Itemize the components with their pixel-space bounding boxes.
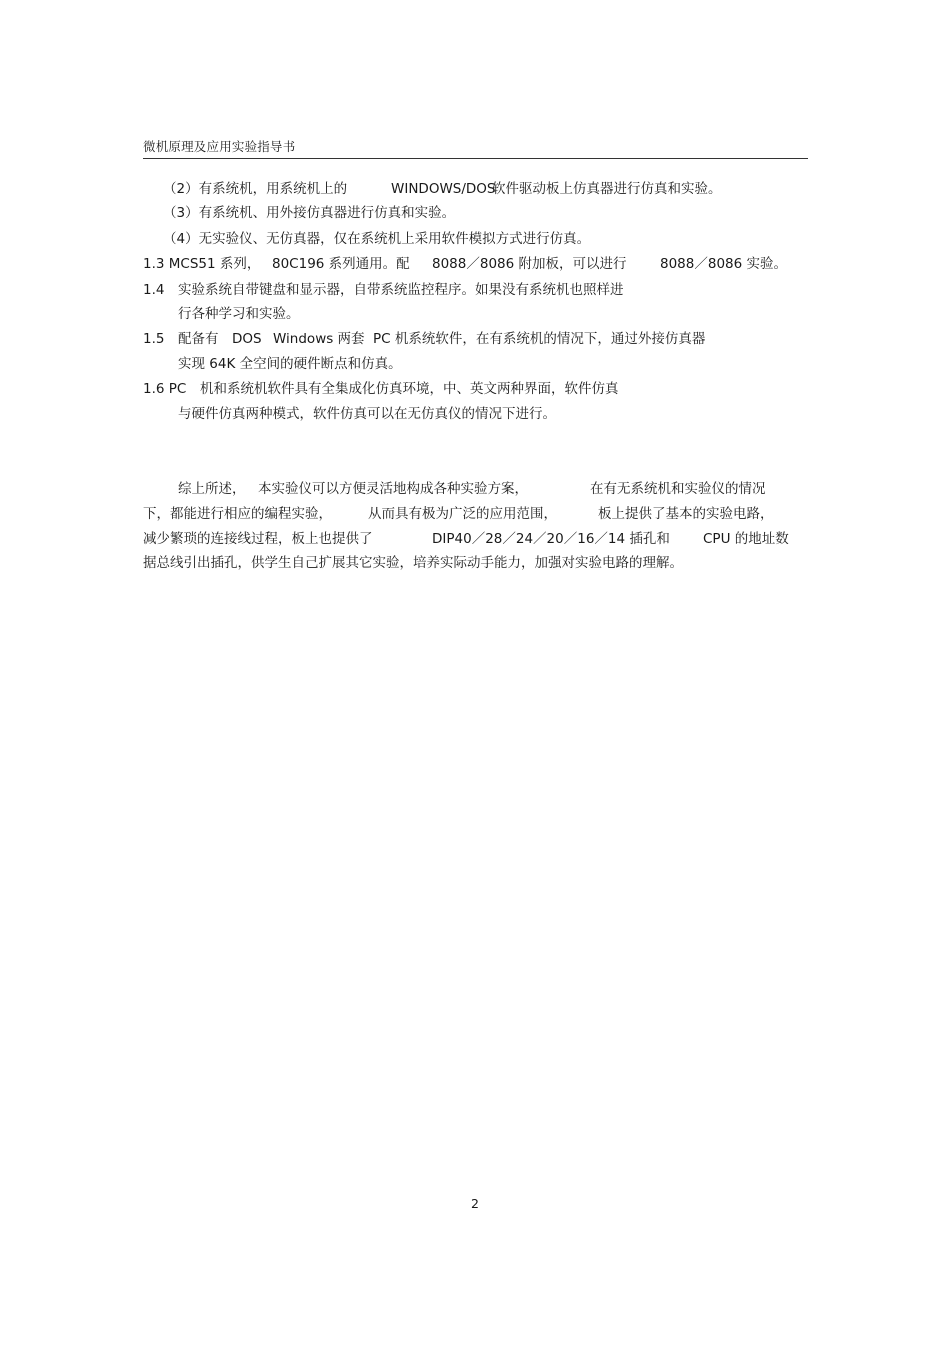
section-1-6-text: 机和系统机软件具有全集成化仿真环境，中、英文两种界面，软件仿真 [200,381,619,397]
summary-row3-b: DIP40／28／24／20／16／14 插孔和 [432,531,670,547]
summary-row2-b: 从而具有极为广泛的应用范围， [368,506,557,522]
list-item-2-part-a: （2）有系统机，用系统机上的 [163,181,348,197]
list-item-2-tail [492,180,722,198]
summary-row2-c: 板上提供了基本的实验电路， [598,506,774,522]
section-1-5-d: Windows 两套 [273,331,365,347]
section-1-4-number: 1.4 [143,282,165,298]
section-1-3-c: 8088／8086 附加板，可以进行 [432,256,627,272]
summary-row2-a: 下，都能进行相应的编程实验， [143,506,332,522]
section-1-5-number: 1.5 [143,331,165,347]
list-item-2 [163,180,347,198]
section-1-4-text: 实验系统自带键盘和显示器，自带系统监控程序。如果没有系统机也照样进 [178,282,624,298]
page-number: 2 [471,1196,479,1211]
summary-row3-c: CPU 的地址数 [703,531,789,547]
section-1-5-b: 配备有 [178,331,219,347]
list-item-4: （4）无实验仪、无仿真器，仅在系统机上采用软件模拟方式进行仿真。 [163,231,591,247]
summary-row3-a: 减少繁琐的连接线过程，板上也提供了 [143,531,373,547]
summary-row1-a: 综上所述， [178,481,246,497]
summary-row1-b: 本实验仪可以方便灵活地构成各种实验方案， [258,481,528,497]
list-item-2-windows [391,180,496,198]
list-item-2-part-c: 软件驱动板上仿真器进行仿真和实验。 [492,181,722,197]
summary-row4: 据总线引出插孔，供学生自己扩展其它实验，培养实际动手能力，加强对实验电路的理解。 [143,555,683,571]
list-item-2-part-b: WINDOWS/DOS [391,181,496,197]
section-1-6-number: 1.6 PC [143,381,187,397]
section-1-5-c: DOS [232,331,262,347]
summary-row1-c: 在有无系统机和实验仪的情况 [590,481,766,497]
section-1-4-continuation: 行各种学习和实验。 [178,306,300,322]
section-1-6-continuation: 与硬件仿真两种模式，软件仿真可以在无仿真仪的情况下进行。 [178,406,556,422]
section-1-5-e: PC 机系统软件，在有系统机的情况下，通过外接仿真器 [373,331,706,347]
section-1-3-d: 8088／8086 实验。 [660,256,788,272]
section-1-3-b: 80C196 系列通用。配 [272,256,410,272]
running-header: 微机原理及应用实验指导书 [143,139,296,154]
header-rule [143,158,808,159]
list-item-3: （3）有系统机、用外接仿真器进行仿真和实验。 [163,205,456,221]
section-1-3-a: 1.3 MCS51 系列， [143,256,261,272]
section-1-5-continuation: 实现 64K 全空间的硬件断点和仿真。 [178,356,402,372]
